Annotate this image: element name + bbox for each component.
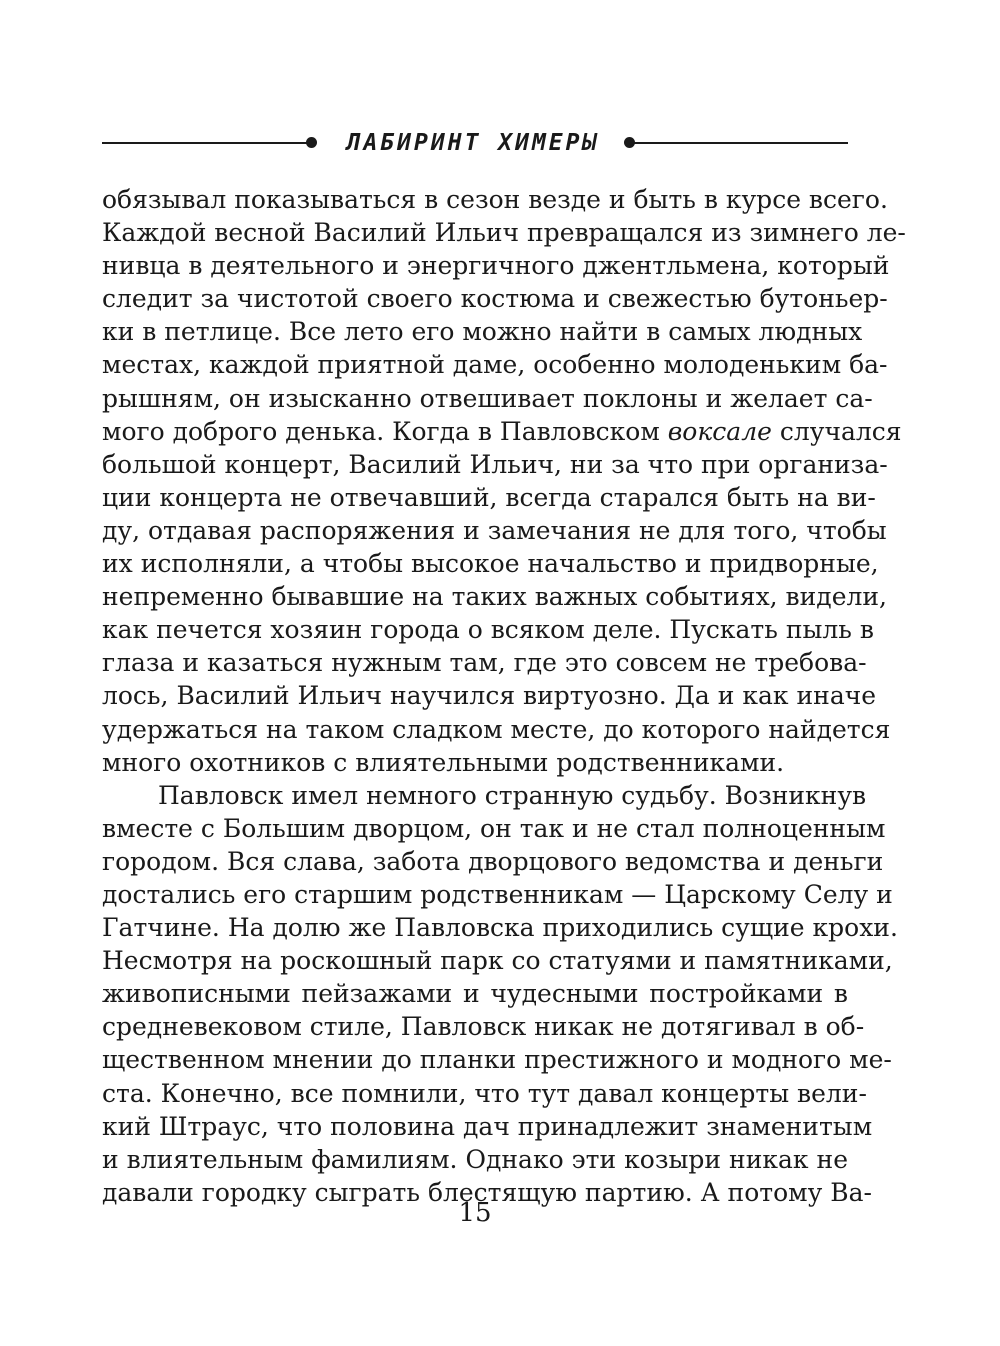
- text-line: как печется хозяин города о всяком деле. Пускать пыль в: [102, 615, 874, 645]
- text-line: их исполняли, а чтобы высокое начальство и придворные,: [102, 549, 879, 579]
- text-line: глаза и казаться нужным там, где это совсем не требова-: [102, 648, 867, 678]
- text-line: местах, каждой приятной даме, особенно молоденьким ба-: [102, 350, 888, 380]
- text-line: обязывал показываться в сезон везде и быть в курсе всего.: [102, 185, 888, 214]
- text-line: [102, 415, 902, 448]
- text-line: удержаться на таком сладком месте, до которого найдется: [102, 714, 891, 744]
- text-line: Каждой весной Василий Ильич превращался из зимнего ле-: [102, 218, 906, 248]
- text-line: Гатчине. На долю же Павловска приходились сущие крохи.: [102, 913, 898, 943]
- text-segment: случался: [771, 416, 902, 446]
- text-line: ции концерта не отвечавший, всегда старался быть на ви-: [102, 482, 876, 512]
- text-line: большой концерт, Василий Ильич, ни за что при организа-: [102, 449, 888, 479]
- text-line: ки в петлице. Все лето его можно найти в самых людных: [102, 317, 863, 347]
- text-line: Несмотря на роскошный парк со статуями и памятниками,: [102, 946, 893, 976]
- running-title: ЛАБИРИНТ ХИМЕРЫ: [346, 130, 600, 156]
- text-line: нивца в деятельного и энергичного джентльмена, который: [102, 251, 890, 281]
- text-line: давали городку сыграть блестящую партию. А потому Ва-: [102, 1177, 872, 1207]
- italic-term: воксале: [667, 416, 772, 446]
- header-rule-right: [634, 142, 848, 144]
- text-line: непременно бывавшие на таких важных событиях, видели,: [102, 582, 887, 612]
- text-line: рышням, он изысканно отвешивает поклоны и желает са-: [102, 383, 873, 413]
- paragraph: [102, 183, 906, 779]
- text-line: много охотников с влиятельными родственниками.: [102, 747, 785, 777]
- text-line: городом. Вся слава, забота дворцового ведомства и деньги: [102, 846, 884, 876]
- text-line: лось, Василий Ильич научился виртуозно. Да и как иначе: [102, 681, 877, 711]
- page-number: 15: [458, 1198, 492, 1228]
- text-segment: мого доброго денька. Когда в Павловском: [102, 416, 668, 446]
- header-rule-left: [102, 142, 308, 144]
- header-ornament-dot-left: [306, 137, 317, 148]
- paragraph: [102, 779, 898, 1209]
- text-line: ста. Конечно, все помнили, что тут давал концерты вели-: [102, 1078, 867, 1108]
- text-line: и влиятельным фамилиям. Однако эти козыри никак не: [102, 1144, 848, 1174]
- text-line: следит за чистотой своего костюма и свежестью бутоньер-: [102, 284, 888, 314]
- text-line: средневековом стиле, Павловск никак не дотягивал в об-: [102, 1012, 865, 1042]
- text-line: Павловск имел немного странную судьбу. Возникнув: [158, 780, 867, 810]
- text-line: щественном мнении до планки престижного и модного ме-: [102, 1045, 892, 1075]
- running-header: [102, 128, 848, 158]
- text-line: вместе с Большим дворцом, он так и не стал полноценным: [102, 813, 886, 843]
- text-line: кий Штраус, что половина дач принадлежит знаменитым: [102, 1111, 873, 1141]
- body-text: [102, 183, 906, 1209]
- text-line: достались его старшим родственникам — Царскому Селу и: [102, 879, 893, 909]
- text-line: ду, отдавая распоряжения и замечания не для того, чтобы: [102, 515, 887, 545]
- text-line: живописными пейзажами и чудесными постройками в: [102, 979, 848, 1009]
